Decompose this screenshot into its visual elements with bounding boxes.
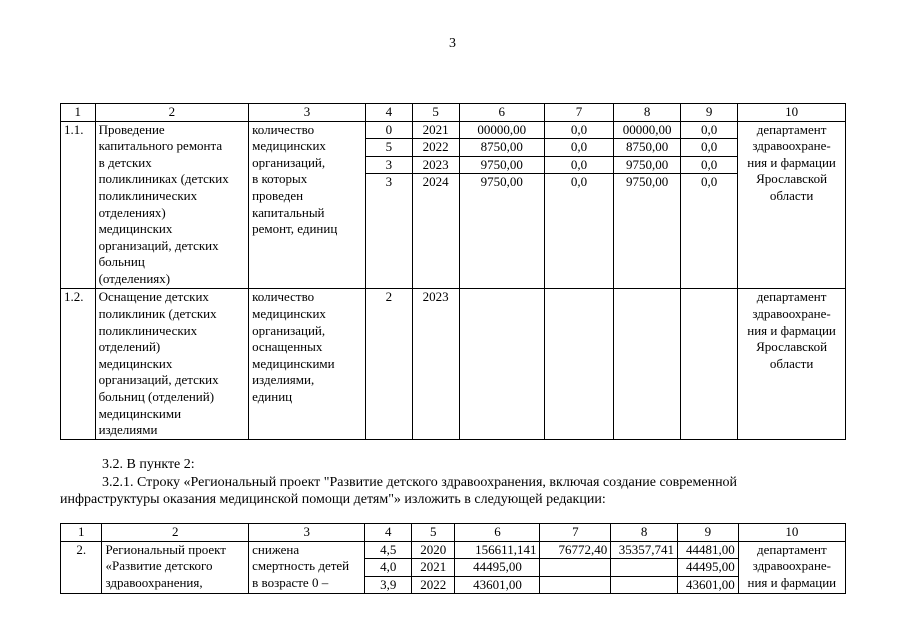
table-row [61, 541, 846, 559]
regional-funding: 9750,00 [614, 174, 681, 289]
table-row [61, 121, 846, 139]
empty-cell [544, 289, 613, 439]
row-number: 1.1. [61, 121, 96, 289]
indicator-value: 4,0 [365, 559, 412, 577]
federal-funding: 0,0 [544, 139, 613, 157]
measures-table-1 [60, 103, 846, 440]
indicator-value: 3 [366, 156, 413, 174]
header-cell: 2 [102, 524, 249, 542]
regional-funding [611, 559, 678, 577]
year-cell: 2022 [412, 576, 455, 594]
executor: департамент здравоохране- ния и фармации Ярославской области [738, 289, 846, 439]
header-cell: 3 [249, 104, 366, 122]
other-funding: 44495,00 [678, 559, 739, 577]
year-cell: 2021 [412, 121, 459, 139]
indicator-name: снижена смертность детей в возрасте 0 – [249, 541, 365, 594]
other-funding: 43601,00 [678, 576, 739, 594]
empty-cell [614, 289, 681, 439]
table-header-row [61, 104, 846, 122]
executor: департамент здравоохране- ния и фармации [738, 541, 845, 594]
header-cell: 8 [614, 104, 681, 122]
total-funding: 43601,00 [455, 576, 540, 594]
federal-funding: 76772,40 [540, 541, 611, 559]
regional-funding: 9750,00 [614, 156, 681, 174]
year-cell: 2024 [412, 174, 459, 289]
other-funding: 0,0 [681, 139, 738, 157]
federal-funding: 0,0 [544, 156, 613, 174]
header-cell: 2 [95, 104, 249, 122]
total-funding: 8750,00 [459, 139, 544, 157]
year-cell: 2020 [412, 541, 455, 559]
indicator-value: 5 [366, 139, 413, 157]
header-cell: 1 [61, 524, 102, 542]
year-cell: 2023 [412, 156, 459, 174]
indicator-value: 3 [366, 174, 413, 289]
header-cell: 7 [540, 524, 611, 542]
paragraph-3-2-1-line1: 3.2.1. Строку «Региональный проект "Развитие детского здравоохранения, включая создание современной [102, 475, 738, 490]
other-funding: 0,0 [681, 156, 738, 174]
table-header-row [61, 524, 846, 542]
year-cell: 2021 [412, 559, 455, 577]
header-cell: 10 [738, 104, 846, 122]
total-funding: 9750,00 [459, 156, 544, 174]
header-cell: 6 [455, 524, 540, 542]
header-cell: 5 [412, 524, 455, 542]
table-row [61, 289, 846, 439]
regional-funding: 00000,00 [614, 121, 681, 139]
header-cell: 5 [412, 104, 459, 122]
page-number: 3 [449, 36, 456, 51]
total-funding: 00000,00 [459, 121, 544, 139]
total-funding: 156611,141 [455, 541, 540, 559]
total-funding: 44495,00 [455, 559, 540, 577]
federal-funding: 0,0 [544, 121, 613, 139]
measure-name: Оснащение детских поликлиник (детских поликлинических отделений) медицинских организаций, детских больниц (отделений) медицинскими изделиями [95, 289, 249, 439]
other-funding: 0,0 [681, 174, 738, 289]
federal-funding [540, 559, 611, 577]
indicator-value: 4,5 [365, 541, 412, 559]
indicator-value: 3,9 [365, 576, 412, 594]
federal-funding: 0,0 [544, 174, 613, 289]
measures-table-2 [60, 523, 846, 594]
indicator-value: 2 [366, 289, 413, 439]
regional-funding: 8750,00 [614, 139, 681, 157]
header-cell: 9 [681, 104, 738, 122]
header-cell: 6 [459, 104, 544, 122]
header-cell: 4 [366, 104, 413, 122]
federal-funding [540, 576, 611, 594]
year-cell: 2022 [412, 139, 459, 157]
header-cell: 3 [249, 524, 365, 542]
year-cell: 2023 [412, 289, 459, 439]
executor: департамент здравоохране- ния и фармации Ярославской области [738, 121, 846, 289]
empty-cell [459, 289, 544, 439]
total-funding: 9750,00 [459, 174, 544, 289]
measure-name: Проведение капитального ремонта в детских поликлиниках (детских поликлинических отделениях) медицинских организаций, детских больниц (отделениях) [95, 121, 249, 289]
regional-funding [611, 576, 678, 594]
project-name: Региональный проект «Развитие детского здравоохранения, [102, 541, 249, 594]
indicator-value: 0 [366, 121, 413, 139]
other-funding: 0,0 [681, 121, 738, 139]
paragraph-3-2-1-line2: инфраструктуры оказания медицинской помощи детям"» изложить в следующей редакции: [60, 492, 606, 507]
indicator-name: количество медицинских организаций, в которых проведен капитальный ремонт, единиц [249, 121, 366, 289]
row-number: 1.2. [61, 289, 96, 439]
indicator-name: количество медицинских организаций, оснащенных медицинскими изделиями, единиц [249, 289, 366, 439]
row-number: 2. [61, 541, 102, 594]
header-cell: 8 [611, 524, 678, 542]
paragraph-3-2: 3.2. В пункте 2: [102, 457, 195, 472]
header-cell: 7 [544, 104, 613, 122]
header-cell: 9 [678, 524, 739, 542]
other-funding: 44481,00 [678, 541, 739, 559]
header-cell: 10 [738, 524, 845, 542]
regional-funding: 35357,741 [611, 541, 678, 559]
empty-cell [681, 289, 738, 439]
header-cell: 1 [61, 104, 96, 122]
header-cell: 4 [365, 524, 412, 542]
